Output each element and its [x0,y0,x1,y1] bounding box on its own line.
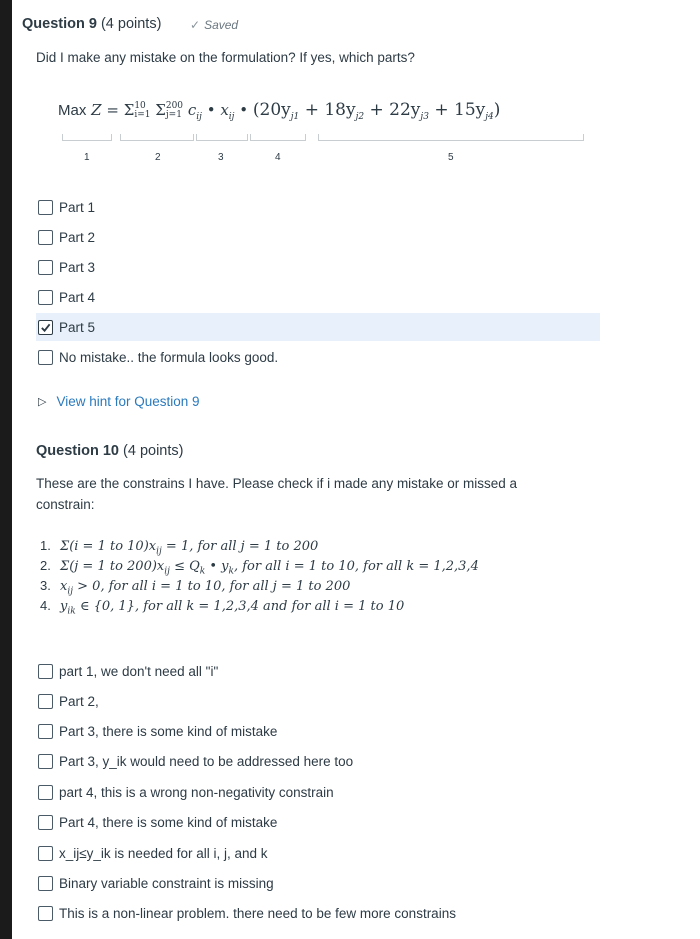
constraint-sub-2: k [199,566,206,577]
constraint-text: y [60,599,68,614]
constraint-text: Σ(i = 1 to 10)x [60,539,157,554]
constraint-3 [40,576,479,596]
constraint-rest: ≤ Q [169,559,200,574]
q10-option-4[interactable] [36,749,353,773]
formula-term-1: (20y [252,100,291,120]
q9-option-no-mistake[interactable] [36,345,278,369]
formula-z: Z [91,101,102,119]
checkbox[interactable] [38,290,53,305]
constraint-number: 1. [40,538,51,553]
saved-label: Saved [204,18,239,32]
option-label: Part 3, there is some kind of mistake [59,723,278,739]
q10-option-1[interactable] [36,659,218,683]
q10-option-2[interactable] [36,689,99,713]
formula-y3-sub: j3 [420,112,429,122]
q9-option-part-4[interactable] [36,285,95,309]
formula-equals: = [106,101,119,119]
question-10-prompt: These are the constrains I have. Please check if i made any mistake or missed a constrain: [36,476,517,512]
formula-y4-sub: j4 [485,112,494,122]
q10-option-5[interactable] [36,780,334,804]
checkbox[interactable] [38,664,53,679]
constraint-rest: ∈ {0, 1}, for all k = 1,2,3,4 and for all i = 1 to 10 [75,599,405,614]
q10-option-7[interactable] [36,841,268,865]
formula-y1-sub: j1 [290,112,300,122]
constraint-list [40,536,479,616]
question-10-title: Question 10 [36,443,119,459]
constraint-number: 3. [40,578,51,593]
question-10-points: (4 points) [123,443,184,459]
option-label: Part 1 [59,199,96,215]
constraint-text: x [60,579,68,594]
bracket-part-5 [318,134,584,141]
q9-option-part-2[interactable] [36,225,95,249]
constraint-text: Σ(j = 1 to 200)x [60,559,165,574]
checkbox[interactable] [38,260,53,275]
question-9-points: (4 points) [100,16,162,32]
q10-option-9[interactable] [36,901,456,925]
left-edge-bar [0,0,12,939]
sum-symbol-1: Σ [123,101,135,119]
checkbox[interactable] [38,906,53,921]
constraint-rest: = 1, for all j = 1 to 200 [161,539,319,554]
question-9-prompt: Did I make any mistake on the formulation? If yes, which parts? [36,50,415,65]
q10-option-6[interactable] [36,810,277,834]
formula-y2-sub: j2 [355,112,365,122]
constraint-rest: > 0, for all i = 1 to 10, for all j = 1 to 200 [73,579,351,594]
formula-max-label: Max [58,102,87,119]
constraint-sub: ij [156,546,162,557]
checkmark-icon [40,322,51,333]
bracket-label-3: 3 [218,152,224,163]
constraint-sub: ij [164,566,170,577]
bracket-part-4 [250,134,306,141]
q9-option-part-3[interactable] [36,255,95,279]
checkbox[interactable] [38,200,53,215]
option-label: Part 2 [59,229,96,245]
sum-symbol-2: Σ [155,101,166,119]
checkbox[interactable] [38,846,53,861]
bracket-part-2 [120,134,194,141]
option-label: Part 3, y_ik would need to be addressed here too [59,753,354,769]
checkbox[interactable] [38,754,53,769]
formula-term-3: + 22y [364,100,421,120]
constraint-4 [40,596,479,616]
checkbox[interactable] [38,876,53,891]
option-label: Part 5 [59,319,96,335]
option-label: No mistake.. the formula looks good. [59,349,279,365]
checkbox[interactable] [38,350,53,365]
formula-term-4: + 15y [428,100,486,120]
formula-c: c [187,101,197,119]
bracket-label-5: 5 [448,152,454,163]
q10-option-3[interactable] [36,719,277,743]
question-10-header [36,443,183,459]
option-label: part 1, we don't need all "i" [59,663,219,679]
constraint-1 [40,536,479,556]
sum1-lower: i=1 [134,110,151,120]
constraint-number: 4. [40,598,51,613]
hint-label: View hint for Question 9 [56,394,200,409]
sum1-upper: 10 [134,101,146,111]
bracket-label-1: 1 [84,152,90,163]
checkmark-icon: ✓ [190,18,201,32]
formula-dot-1: • [206,101,216,119]
saved-status [190,18,238,32]
option-label: Part 4, there is some kind of mistake [59,814,278,830]
bracket-part-1 [62,134,112,141]
checkbox-checked[interactable] [38,320,53,335]
q10-option-8[interactable] [36,871,274,895]
question-9-title: Question 9 [22,16,97,32]
constraint-number: 2. [40,558,51,573]
checkbox[interactable] [38,230,53,245]
formula-x: x [220,101,229,119]
constraint-sub: ik [67,606,76,617]
formula-close-paren: ) [493,100,501,120]
formula-x-sub: ij [228,112,235,122]
checkbox[interactable] [38,785,53,800]
q9-option-part-1[interactable] [36,195,95,219]
bracket-label-2: 2 [155,152,161,163]
checkbox[interactable] [38,815,53,830]
option-label: part 4, this is a wrong non-negativity constrain [59,784,334,800]
checkbox[interactable] [38,694,53,709]
objective-formula [58,100,500,122]
bracket-label-4: 4 [275,152,281,163]
constraint-2 [40,556,479,576]
formula-c-sub: ij [196,112,202,122]
constraint-rest-3: , for all i = 1 to 10, for all k = 1,2,3,4 [233,559,479,574]
sum2-lower: j=1 [165,110,182,120]
bracket-part-3 [196,134,248,141]
view-hint-link[interactable] [38,394,200,409]
option-label: Part 4 [59,289,96,305]
formula-term-2: + 18y [299,100,356,120]
question-9-header [22,16,161,32]
constraint-sub: ij [67,586,74,597]
option-label: Binary variable constraint is missing [59,875,274,891]
option-label: x_ij≤y_ik is needed for all i, j, and k [59,845,268,861]
option-label: Part 2, [59,693,99,709]
constraint-sub-3: k [228,566,234,577]
checkbox[interactable] [38,724,53,739]
option-label: This is a non-linear problem. there need to be few more constrains [59,905,456,921]
triangle-right-icon: ▷ [38,396,47,408]
q9-option-part-5[interactable] [36,313,600,341]
option-label: Part 3 [59,259,96,275]
sum2-upper: 200 [165,101,184,111]
formula-dot-2: • [239,101,249,119]
constraint-rest-2: • y [205,559,229,574]
